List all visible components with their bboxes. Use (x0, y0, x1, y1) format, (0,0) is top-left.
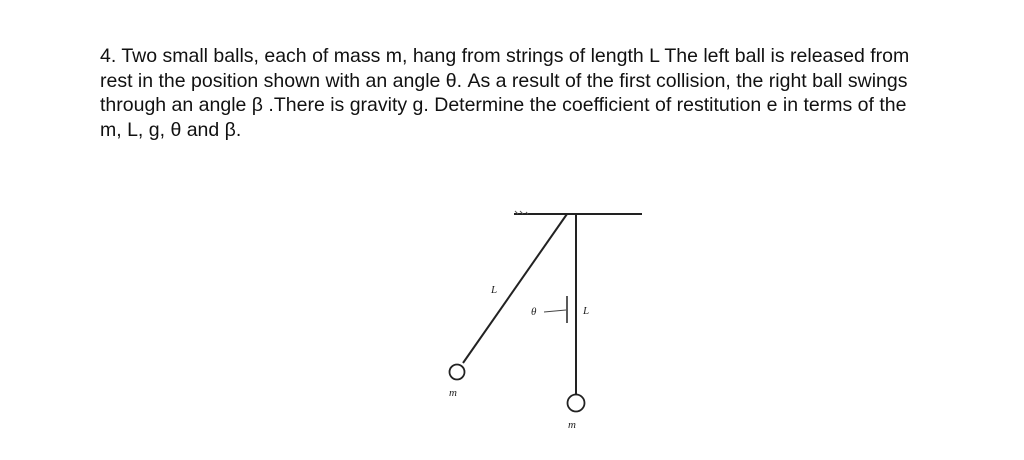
problem-line-2: rest in the position shown with an angle θ. As a result of the first collision, the right ball swings (100, 69, 908, 92)
label-left-string: L (491, 284, 498, 296)
left-ball (450, 365, 465, 380)
label-left-mass: m (449, 387, 457, 399)
right-ball (568, 395, 585, 412)
label-right-mass: m (568, 419, 576, 431)
angle-pointer (544, 310, 566, 312)
problem-line-1: 4. Two small balls, each of mass m, hang from strings of length L The left ball is released from (100, 45, 910, 67)
problem-line-4: m, L, g, θ and β. (100, 118, 242, 141)
left-string (463, 214, 567, 363)
label-angle-theta: θ (531, 306, 537, 318)
problem-line-3: through an angle β .There is gravity g. Determine the coefficient of restitution e in terms of the (100, 94, 907, 116)
label-right-string: L (583, 305, 590, 317)
